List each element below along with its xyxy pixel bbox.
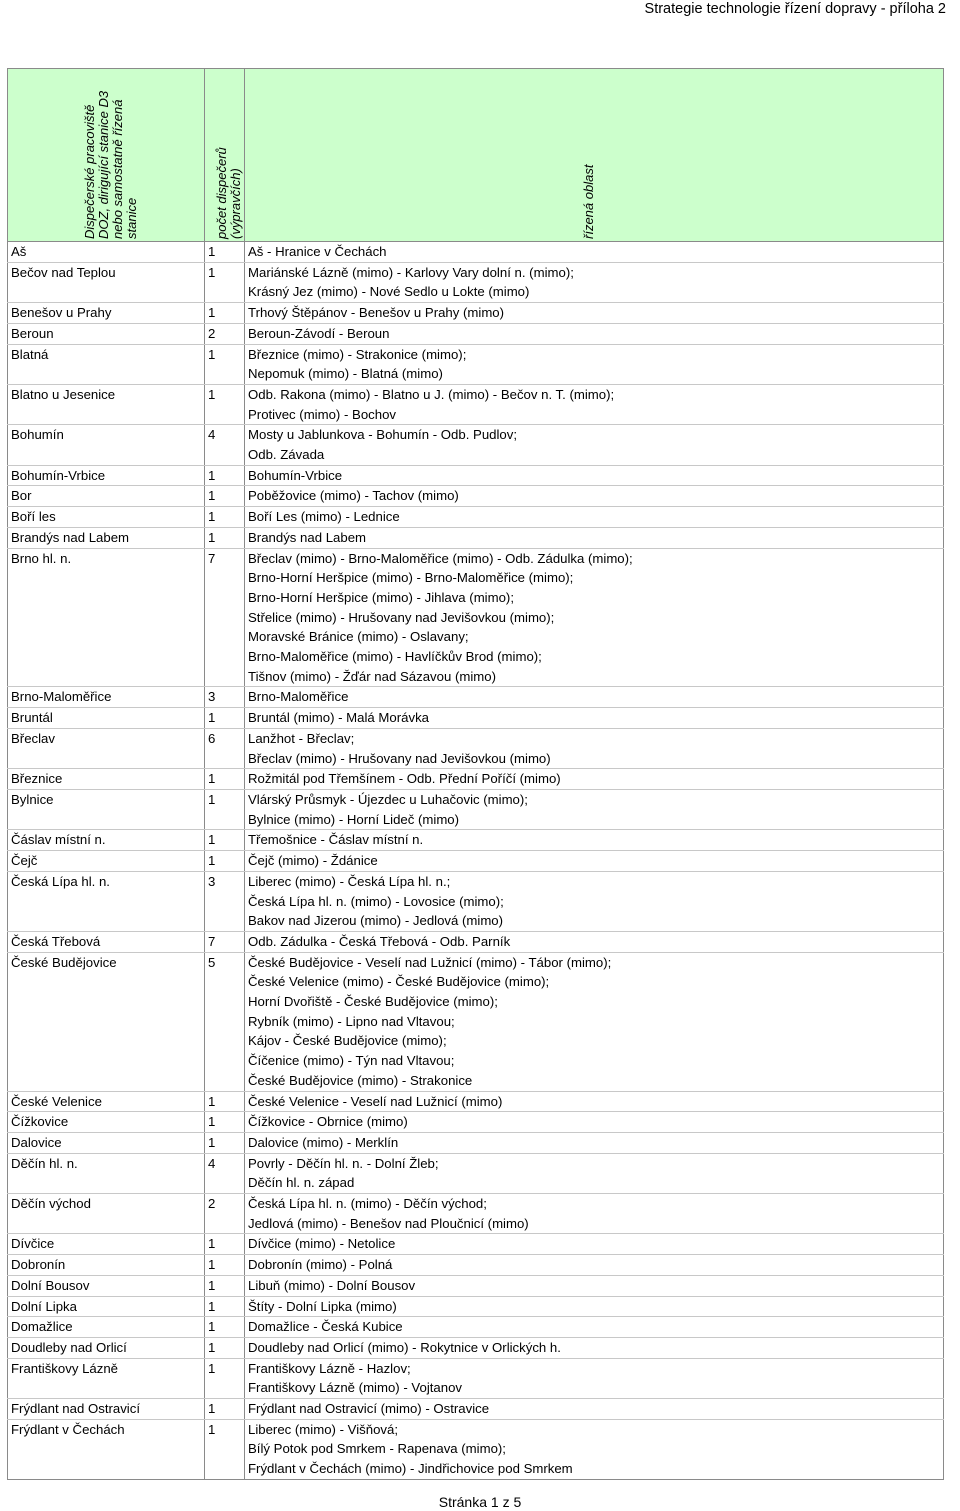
table-row <box>8 1112 944 1133</box>
controlled-area-line: Trhový Štěpánov - Benešov u Prahy (mimo) <box>248 305 505 321</box>
station-cell: Aš <box>8 242 205 263</box>
station-cell: Beroun <box>8 323 205 344</box>
dispatcher-count-cell: 1 <box>205 344 245 384</box>
table-row <box>8 486 944 507</box>
table-row <box>8 323 944 344</box>
controlled-area-line: Brandýs nad Labem <box>248 529 367 545</box>
controlled-area-cell <box>245 1358 944 1398</box>
controlled-area-cell <box>245 262 944 302</box>
controlled-area-cell <box>245 952 944 1091</box>
dispatcher-count-cell: 1 <box>205 262 245 302</box>
table-row <box>8 1419 944 1479</box>
station-cell: České Velenice <box>8 1091 205 1112</box>
dispatcher-count-cell: 1 <box>205 1358 245 1398</box>
controlled-area-line: Česká Lípa hl. n. (mimo) - Lovosice (mimo); <box>248 893 504 909</box>
station-cell: Benešov u Prahy <box>8 303 205 324</box>
controlled-area-line: Odb. Závada <box>248 447 325 463</box>
controlled-area-line: Domažlice - Česká Kubice <box>248 1319 403 1335</box>
table-row <box>8 1275 944 1296</box>
table-row <box>8 507 944 528</box>
table-row <box>8 1317 944 1338</box>
controlled-area-line: Brno-Horní Heršpice (mimo) - Brno-Maloměřice (mimo); <box>248 570 574 586</box>
controlled-area-cell <box>245 1399 944 1420</box>
dispatcher-count-cell: 1 <box>205 507 245 528</box>
controlled-area-cell <box>245 1275 944 1296</box>
controlled-area-line: České Budějovice (mimo) - Strakonice <box>248 1072 473 1088</box>
dispatcher-count-cell: 1 <box>205 1132 245 1153</box>
dispatcher-count-cell: 1 <box>205 769 245 790</box>
controlled-area-cell <box>245 1091 944 1112</box>
controlled-area-cell <box>245 1153 944 1193</box>
page-header-title: Strategie technologie řízení dopravy - příloha 2 <box>644 1 946 17</box>
dispatcher-count-cell: 1 <box>205 303 245 324</box>
controlled-area-line: Bílý Potok pod Smrkem - Rapenava (mimo); <box>248 1441 506 1457</box>
table-row <box>8 1132 944 1153</box>
controlled-area-cell <box>245 1337 944 1358</box>
controlled-area-line: Bohumín-Vrbice <box>248 467 343 483</box>
column-header-station-label: Dispečerské pracoviště DOZ, dirigující stanice D3 nebo samostatně řízená stanice <box>82 90 139 239</box>
controlled-area-line: Brno-Horní Heršpice (mimo) - Jihlava (mimo); <box>248 589 514 605</box>
station-cell: Bečov nad Teplou <box>8 262 205 302</box>
controlled-area-line: České Budějovice - Veselí nad Lužnicí (mimo) - Tábor (mimo); <box>248 954 612 970</box>
controlled-area-cell <box>245 931 944 952</box>
controlled-area-line: Čejč (mimo) - Ždánice <box>248 853 378 869</box>
controlled-area-cell <box>245 242 944 263</box>
table-row <box>8 242 944 263</box>
controlled-area-line: Štíty - Dolní Lipka (mimo) <box>248 1298 397 1314</box>
dispatcher-count-cell: 1 <box>205 1275 245 1296</box>
table-row <box>8 262 944 302</box>
table-row <box>8 1255 944 1276</box>
station-cell: Děčín východ <box>8 1194 205 1234</box>
controlled-area-line: Mariánské Lázně (mimo) - Karlovy Vary dolní n. (mimo); <box>248 264 574 280</box>
station-cell: Domažlice <box>8 1317 205 1338</box>
station-cell: Dolní Bousov <box>8 1275 205 1296</box>
station-cell: Frýdlant v Čechách <box>8 1419 205 1479</box>
controlled-area-line: Liberec (mimo) - Česká Lípa hl. n.; <box>248 873 451 889</box>
controlled-area-line: Horní Dvořiště - České Budějovice (mimo); <box>248 994 498 1010</box>
dispatcher-count-cell: 1 <box>205 384 245 424</box>
dispatch-table <box>7 68 944 1480</box>
dispatcher-count-cell: 6 <box>205 728 245 768</box>
station-cell: Břeclav <box>8 728 205 768</box>
dispatcher-count-cell: 1 <box>205 1399 245 1420</box>
station-cell: Brno hl. n. <box>8 548 205 687</box>
controlled-area-cell <box>245 486 944 507</box>
controlled-area-line: Třemošnice - Čáslav místní n. <box>248 832 424 848</box>
controlled-area-line: Frýdlant v Čechách (mimo) - Jindřichovice pod Smrkem <box>248 1461 573 1477</box>
page-footer-label: Stránka 1 z 5 <box>438 1494 522 1510</box>
controlled-area-cell <box>245 344 944 384</box>
table-row <box>8 384 944 424</box>
dispatcher-count-cell: 1 <box>205 1112 245 1133</box>
table-row <box>8 728 944 768</box>
station-cell: Bor <box>8 486 205 507</box>
table-row <box>8 1296 944 1317</box>
station-cell: Brandýs nad Labem <box>8 527 205 548</box>
dispatcher-count-cell: 1 <box>205 486 245 507</box>
controlled-area-line: Povrly - Děčín hl. n. - Dolní Žleb; <box>248 1155 439 1171</box>
dispatcher-count-cell: 1 <box>205 1296 245 1317</box>
table-row <box>8 1153 944 1193</box>
controlled-area-line: Krásný Jez (mimo) - Nové Sedlo u Lokte (mimo) <box>248 284 530 300</box>
table-row <box>8 952 944 1091</box>
dispatcher-count-cell: 1 <box>205 830 245 851</box>
table-row <box>8 1337 944 1358</box>
controlled-area-cell <box>245 728 944 768</box>
controlled-area-line: Střelice (mimo) - Hrušovany nad Jevišovkou (mimo); <box>248 609 555 625</box>
controlled-area-cell <box>245 507 944 528</box>
dispatcher-count-cell: 1 <box>205 1317 245 1338</box>
controlled-area-line: Dalovice (mimo) - Merklín <box>248 1134 399 1150</box>
controlled-area-line: Rybník (mimo) - Lipno nad Vltavou; <box>248 1013 455 1029</box>
controlled-area-line: Františkovy Lázně - Hazlov; <box>248 1360 411 1376</box>
controlled-area-cell <box>245 789 944 829</box>
controlled-area-line: Bakov nad Jizerou (mimo) - Jedlová (mimo) <box>248 913 504 929</box>
controlled-area-line: Frýdlant nad Ostravicí (mimo) - Ostravice <box>248 1401 490 1417</box>
controlled-area-line: Břeclav (mimo) - Brno-Maloměřice (mimo) - Odb. Zádulka (mimo); <box>248 550 633 566</box>
controlled-area-cell <box>245 303 944 324</box>
controlled-area-line: Česká Lípa hl. n. (mimo) - Děčín východ; <box>248 1196 487 1212</box>
controlled-area-line: Protivec (mimo) - Bochov <box>248 406 397 422</box>
controlled-area-line: Moravské Bránice (mimo) - Oslavany; <box>248 629 469 645</box>
controlled-area-cell <box>245 425 944 465</box>
dispatcher-count-cell: 7 <box>205 548 245 687</box>
table-row <box>8 871 944 931</box>
table-row <box>8 1234 944 1255</box>
table-row <box>8 769 944 790</box>
table-row <box>8 851 944 872</box>
controlled-area-line: České Velenice - Veselí nad Lužnicí (mimo) <box>248 1093 503 1109</box>
table-row <box>8 1194 944 1234</box>
table-row <box>8 344 944 384</box>
table-row <box>8 465 944 486</box>
dispatcher-count-cell: 1 <box>205 527 245 548</box>
column-header-area-label: řízená oblast <box>581 164 596 239</box>
column-header-count-label: počet dispečerů (výpravčích) <box>213 147 243 239</box>
controlled-area-line: Bruntál (mimo) - Malá Morávka <box>248 710 429 726</box>
controlled-area-line: Mosty u Jablunkova - Bohumín - Odb. Pudlov; <box>248 427 518 443</box>
controlled-area-line: Nepomuk (mimo) - Blatná (mimo) <box>248 366 443 382</box>
table-header <box>8 69 944 242</box>
station-cell: Blatno u Jesenice <box>8 384 205 424</box>
controlled-area-cell <box>245 687 944 708</box>
station-cell: Čejč <box>8 851 205 872</box>
station-cell: Františkovy Lázně <box>8 1358 205 1398</box>
station-cell: Boří les <box>8 507 205 528</box>
controlled-area-line: Libuň (mimo) - Dolní Bousov <box>248 1277 416 1293</box>
station-cell: Čáslav místní n. <box>8 830 205 851</box>
controlled-area-line: Kájov - České Budějovice (mimo); <box>248 1033 447 1049</box>
dispatcher-count-cell: 2 <box>205 323 245 344</box>
dispatcher-count-cell: 1 <box>205 1234 245 1255</box>
dispatcher-count-cell: 7 <box>205 931 245 952</box>
station-cell: Dívčice <box>8 1234 205 1255</box>
station-cell: Dalovice <box>8 1132 205 1153</box>
dispatcher-count-cell: 1 <box>205 1419 245 1479</box>
table-row <box>8 830 944 851</box>
station-cell: Děčín hl. n. <box>8 1153 205 1193</box>
controlled-area-cell <box>245 323 944 344</box>
controlled-area-line: Odb. Rakona (mimo) - Blatno u J. (mimo) - Bečov n. T. (mimo); <box>248 386 615 402</box>
station-cell: Dobronín <box>8 1255 205 1276</box>
table-row <box>8 687 944 708</box>
table-row <box>8 708 944 729</box>
controlled-area-line: Vlárský Průsmyk - Újezdec u Luhačovic (mimo); <box>248 791 528 807</box>
dispatcher-count-cell: 1 <box>205 851 245 872</box>
table-row <box>8 1358 944 1398</box>
dispatcher-count-cell: 1 <box>205 242 245 263</box>
controlled-area-line: Rožmitál pod Třemšínem - Odb. Přední Poříčí (mimo) <box>248 771 561 787</box>
controlled-area-cell <box>245 1317 944 1338</box>
table-row <box>8 789 944 829</box>
controlled-area-cell <box>245 1234 944 1255</box>
controlled-area-line: České Velenice (mimo) - České Budějovice (mimo); <box>248 974 550 990</box>
station-cell: Frýdlant nad Ostravicí <box>8 1399 205 1420</box>
table-row <box>8 527 944 548</box>
controlled-area-cell <box>245 1194 944 1234</box>
controlled-area-cell <box>245 1419 944 1479</box>
controlled-area-cell <box>245 1112 944 1133</box>
controlled-area-line: Brno-Maloměřice (mimo) - Havlíčkův Brod (mimo); <box>248 649 542 665</box>
controlled-area-line: Františkovy Lázně (mimo) - Vojtanov <box>248 1380 463 1396</box>
controlled-area-line: Bylnice (mimo) - Horní Lideč (mimo) <box>248 811 460 827</box>
table-body <box>8 242 944 1480</box>
controlled-area-line: Břeclav (mimo) - Hrušovany nad Jevišovkou (mimo) <box>248 750 551 766</box>
dispatcher-count-cell: 5 <box>205 952 245 1091</box>
column-header-station <box>8 69 205 242</box>
station-cell: Bohumín-Vrbice <box>8 465 205 486</box>
controlled-area-cell <box>245 708 944 729</box>
table-row <box>8 1399 944 1420</box>
station-cell: Dolní Lipka <box>8 1296 205 1317</box>
dispatcher-count-cell: 4 <box>205 425 245 465</box>
station-cell: Blatná <box>8 344 205 384</box>
dispatcher-count-cell: 4 <box>205 1153 245 1193</box>
controlled-area-line: Beroun-Závodí - Beroun <box>248 325 390 341</box>
station-cell: Bruntál <box>8 708 205 729</box>
station-cell: Brno-Maloměřice <box>8 687 205 708</box>
controlled-area-line: Odb. Zádulka - Česká Třebová - Odb. Parník <box>248 933 511 949</box>
controlled-area-line: Březnice (mimo) - Strakonice (mimo); <box>248 346 467 362</box>
column-header-count <box>205 69 245 242</box>
controlled-area-cell <box>245 830 944 851</box>
controlled-area-cell <box>245 871 944 931</box>
controlled-area-cell <box>245 1296 944 1317</box>
table-row <box>8 303 944 324</box>
dispatcher-count-cell: 1 <box>205 1255 245 1276</box>
table-row <box>8 931 944 952</box>
dispatcher-count-cell: 1 <box>205 708 245 729</box>
controlled-area-cell <box>245 548 944 687</box>
controlled-area-cell <box>245 1132 944 1153</box>
controlled-area-line: Dobronín (mimo) - Polná <box>248 1257 393 1273</box>
controlled-area-line: Tišnov (mimo) - Žďár nad Sázavou (mimo) <box>248 668 496 684</box>
station-cell: Česká Lípa hl. n. <box>8 871 205 931</box>
controlled-area-line: Čížkovice - Obrnice (mimo) <box>248 1114 408 1130</box>
station-cell: Doudleby nad Orlicí <box>8 1337 205 1358</box>
controlled-area-line: Doudleby nad Orlicí (mimo) - Rokytnice v Orlických h. <box>248 1339 561 1355</box>
column-header-area <box>245 69 944 242</box>
table-row <box>8 425 944 465</box>
controlled-area-line: Jedlová (mimo) - Benešov nad Ploučnicí (mimo) <box>248 1215 529 1231</box>
controlled-area-cell <box>245 527 944 548</box>
table-row <box>8 1091 944 1112</box>
dispatcher-count-cell: 3 <box>205 871 245 931</box>
controlled-area-line: Dívčice (mimo) - Netolice <box>248 1236 396 1252</box>
dispatcher-count-cell: 3 <box>205 687 245 708</box>
station-cell: Česká Třebová <box>8 931 205 952</box>
controlled-area-cell <box>245 465 944 486</box>
station-cell: České Budějovice <box>8 952 205 1091</box>
station-cell: Bohumín <box>8 425 205 465</box>
station-cell: Bylnice <box>8 789 205 829</box>
table-row <box>8 548 944 687</box>
dispatcher-count-cell: 1 <box>205 789 245 829</box>
dispatcher-count-cell: 1 <box>205 1337 245 1358</box>
controlled-area-line: Číčenice (mimo) - Týn nad Vltavou; <box>248 1053 455 1069</box>
station-cell: Březnice <box>8 769 205 790</box>
dispatcher-count-cell: 2 <box>205 1194 245 1234</box>
controlled-area-line: Aš - Hranice v Čechách <box>248 244 387 259</box>
controlled-area-line: Poběžovice (mimo) - Tachov (mimo) <box>248 488 459 504</box>
controlled-area-cell <box>245 769 944 790</box>
station-cell: Čížkovice <box>8 1112 205 1133</box>
controlled-area-cell <box>245 851 944 872</box>
dispatcher-count-cell: 1 <box>205 465 245 486</box>
controlled-area-line: Liberec (mimo) - Višňová; <box>248 1421 398 1437</box>
controlled-area-cell <box>245 384 944 424</box>
controlled-area-line: Lanžhot - Břeclav; <box>248 730 355 746</box>
controlled-area-line: Děčín hl. n. západ <box>248 1175 355 1191</box>
dispatcher-count-cell: 1 <box>205 1091 245 1112</box>
controlled-area-line: Boří Les (mimo) - Lednice <box>248 509 400 525</box>
controlled-area-line: Brno-Maloměřice <box>248 689 349 705</box>
controlled-area-cell <box>245 1255 944 1276</box>
